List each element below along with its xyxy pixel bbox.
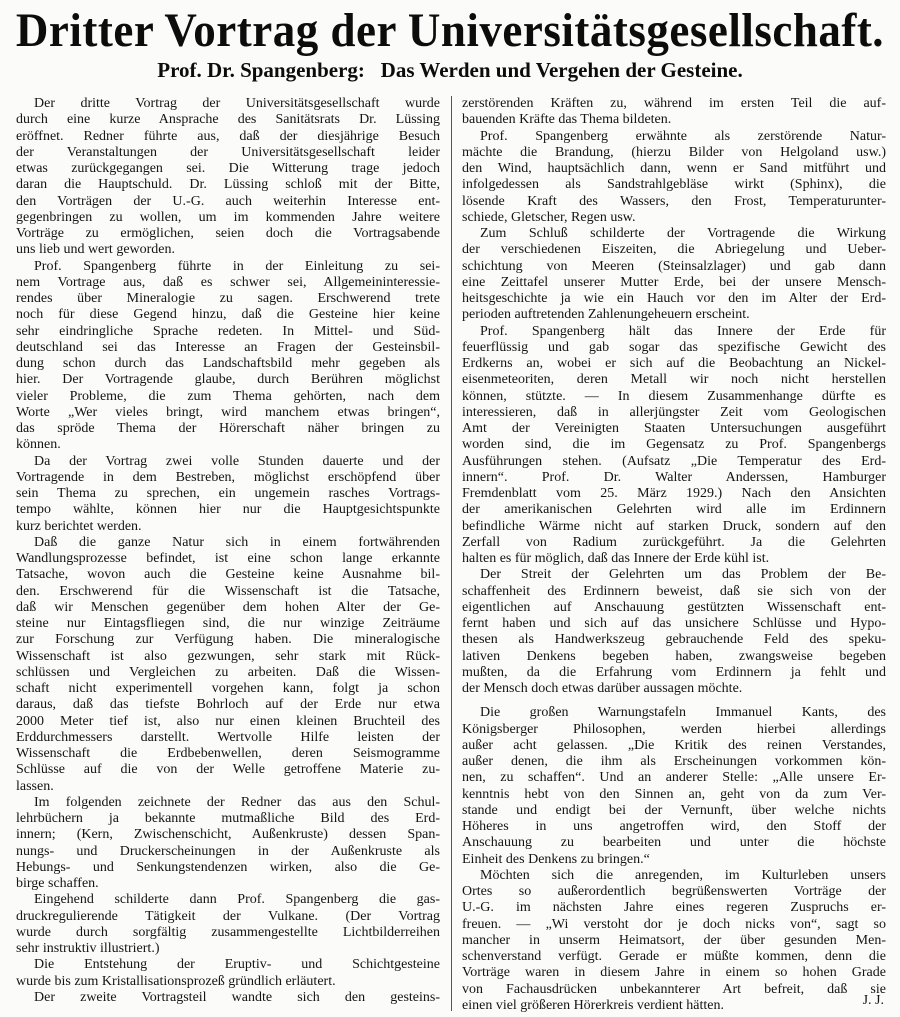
text-line: den. Erschwerend für die Wissenschaft ist die Tatsache,: [16, 583, 440, 599]
text-line: noch für diese Gegend hinzu, daß die Gesteine hier keine: [16, 307, 440, 323]
text-line: fernt haben und sich auf das unsichere Schlüsse und Hypo-: [462, 616, 886, 631]
text-line: eine Zeittafel unserer Mutter Erde, bei der unsere Mensch-: [462, 274, 886, 290]
article-title: Dritter Vortrag der Universitätsgesellschaft.: [15, 3, 885, 57]
text-line: den Wind, hauptsächlich dann, wenn er Sand mitführt und: [462, 161, 886, 176]
text-line: worden sind, die im Gegensatz zu Prof. Spangenbergs: [462, 437, 886, 453]
text-line: tempo wählte, können hier nur die Hauptgesichtspunkte: [16, 502, 440, 518]
text-line: Da der Vortrag zwei volle Stunden dauerte und der: [34, 453, 440, 469]
text-line: wurde durch sorgfältig zusammengestellte Lichtbilderreihen: [16, 924, 440, 940]
text-line: Königsberger Philosophen, werden hierbei allerdings: [462, 721, 886, 737]
article-paragraph: [462, 324, 886, 568]
text-line: etwas zurückgegangen sei. Die Witterung trage jedoch: [16, 161, 440, 176]
text-line: der Mensch doch etwas darüber aussagen möchte.: [462, 681, 743, 696]
text-line: den Vorträgen der U.-G. auch weiterhin Interesse ent-: [16, 193, 440, 209]
text-line: kurz berichtet werden.: [16, 518, 142, 534]
text-line: der verschiedenen Eiszeiten, die Abriegelung und Ueber-: [462, 242, 886, 258]
article-paragraph: [16, 535, 440, 795]
text-line: Die Entstehung der Eruptiv- und Schichtgesteine: [34, 957, 440, 973]
author-initials: J. J.: [862, 993, 884, 1008]
text-line: halten es für möglich, daß das Innere der Erde kühl ist.: [462, 551, 770, 566]
text-line: Zum Schluß schilderte der Vortragende die Wirkung: [480, 226, 886, 241]
text-line: das spröde Thema der Hörerschaft näher bringen zu: [16, 421, 440, 436]
text-line: Schlüsse auf die von der Welle getroffene Materie zu-: [16, 762, 440, 778]
text-line: lativen Denkens begeben haben, zwangsweise begeben: [462, 648, 886, 664]
text-line: thesen als Handwerkszeug gebrauchende Feld des speku-: [462, 632, 886, 648]
text-line: Prof. Spangenberg hält das Innere der Erde für: [480, 323, 886, 339]
text-line: einen viel größeren Hörerkreis verdient hätten.: [462, 997, 725, 1013]
text-line: schaft nicht experimentell vorgehen kann, folgt ja schon: [16, 681, 440, 696]
text-line: Erddurchmessers darstellt. Wertvolle Hilfe leisten der: [16, 729, 440, 745]
text-line: kenntnis hebt von den Sinnen an, geht von da zum Ver-: [462, 786, 886, 802]
text-line: durch eine kurze Ansprache des Sanitätsrats Dr. Lüssing: [16, 112, 440, 128]
text-line: innern“. Prof. Dr. Walter Anderssen, Hamburger: [462, 469, 886, 485]
text-line: lassen.: [16, 778, 54, 794]
text-line: Eingehend schilderte dann Prof. Spangenberg die gas-: [34, 892, 440, 908]
text-line: von Fachausdrücken unbekannterer Art befreit, daß sie: [462, 981, 886, 997]
text-line: schlüssen und Vergleichen zu arbeiten. Daß die Wissen-: [16, 664, 440, 680]
text-line: Vorträge zu ermöglichen, seien doch die Vortragsabende: [16, 226, 440, 241]
text-line: schenverstand verfügt. Gerade er müßte kommen, denn die: [462, 949, 886, 964]
text-line: interessieren, daß in allerjüngster Zeit vom Geologischen: [462, 404, 886, 420]
text-line: infolgedessen als Sandstrahlgebläse wirkt (Sphinx), die: [462, 177, 886, 193]
text-line: zur Forschung zur Verfügung haben. Die mineralogische: [16, 632, 440, 648]
text-line: Worte „Wer vieles bringt, wird manchem etwas bringen“,: [16, 404, 440, 420]
text-line: dung schon durch das Landschaftsbild mehr gegeben als: [16, 356, 440, 371]
text-line: vieler Probleme, die zum Thema gehörten, nach dem: [16, 388, 440, 404]
text-line: mancher in unserm Heimatsort, der über gesunden Men-: [462, 932, 886, 948]
article-paragraph: [462, 567, 886, 697]
text-line: außer denen, die ihm als Erscheinungen vorkommen kön-: [462, 754, 886, 769]
text-line: Die großen Warnungstafeln Immanuel Kants, des: [480, 705, 886, 721]
text-line: der Veranstaltungen der Universitätsgesellschaft leider: [16, 144, 440, 160]
text-line: daß wir Menschen gegenüber dem hohen Alter der Ge-: [16, 599, 440, 615]
article-paragraph: [462, 868, 886, 1014]
text-line: Der zweite Vortragsteil wandte sich den gesteins-: [34, 989, 440, 1005]
text-line: nem Vortrage aus, daß es schwer sei, Allgemeininteressie-: [16, 274, 440, 290]
text-line: können.: [16, 437, 61, 453]
text-line: außer acht gelassen. „Die Kritik des reinen Verstandes,: [462, 737, 886, 753]
text-line: Wandlungsprozesse befindet, ist eine schon lange erkannte: [16, 551, 440, 566]
text-line: mußten, da die Erfahrung vom Erdinnern ja fehlt und: [462, 664, 886, 680]
text-line: perioden auftretenden Zahlenungeheuern erscheint.: [462, 307, 750, 323]
text-line: Ortes so außerordentlich begrüßenswerten Vorträge der: [462, 884, 886, 899]
article-paragraph: [462, 96, 886, 129]
text-line: Prof. Spangenberg führte in der Einleitung zu sei-: [34, 258, 440, 274]
text-line: Amt der Vereinigten Staaten Untersuchungen ausgeführt: [462, 421, 886, 436]
text-line: nungs- und Druckerscheinungen in der Außenkruste als: [16, 843, 440, 859]
text-line: rendes über Mineralogie zu sagen. Erschwerend trete: [16, 291, 440, 306]
text-line: mächte die Brandung, (hierzu Bilder von Helgoland usw.): [462, 144, 886, 160]
text-line: eisenmeteoriten, deren Metall wir noch nicht herstellen: [462, 372, 886, 388]
text-line: Höheres in uns angetroffen wird, den Stoff der: [462, 819, 886, 834]
text-line: Fremdenblatt vom 25. März 1929.) Nach den Ansichten: [462, 486, 886, 501]
text-line: feuerflüssig und gab sogar das spezifische Gewicht des: [462, 339, 886, 355]
text-line: stande und endigt bei der Vernunft, über welche nichts: [462, 802, 886, 818]
text-line: der amerikanischen Gelehrten wird alle im Erdinnern: [462, 502, 886, 518]
article-paragraph: [16, 96, 440, 259]
article-paragraph: [462, 705, 886, 868]
text-line: Einheit des Denkens zu bringen.“: [462, 851, 650, 867]
text-line: Vorträge waren in diesem Jahre in einem so hohen Grade: [462, 965, 886, 981]
text-line: hier. Der Vortragende glaube, durch Berühren möglichst: [16, 372, 440, 388]
article-paragraph: [16, 957, 440, 990]
text-line: sein Thema zu sprechen, ein ungemein rasches Vortrags-: [16, 486, 440, 501]
text-line: freuen. — „Wi verstoht dor je doch nicks von“, sagt so: [462, 916, 886, 932]
text-line: können, stützte. — In diesem Zusammenhange dürfte es: [462, 388, 886, 404]
article-paragraph: [462, 226, 886, 324]
text-column-left: [16, 96, 440, 1006]
text-line: eigentlichen auf Anschauung gestützten Wissenschaft ent-: [462, 599, 886, 615]
text-line: Hebungs- und Senkungstendenzen wirken, also die Ge-: [16, 859, 440, 875]
text-line: daran die Hauptschuld. Dr. Lüssing schloß mit der Bitte,: [16, 177, 440, 193]
text-line: 2000 Meter tief ist, also nur einen kleinen Bruchteil des: [16, 713, 440, 729]
text-line: lehrbüchern ja bekannte mutmaßliche Bild des Erd-: [16, 811, 440, 826]
text-line: sehr eindringliche Sprache redeten. In Mittel- und Süd-: [16, 323, 440, 339]
text-line: Zerfall von Radium zurückgeführt. Ja die Gelehrten: [462, 534, 886, 550]
text-line: nen, zu schaffen“. Und an anderer Stelle: „Alle unsere Er-: [462, 770, 886, 786]
article-paragraph: [16, 259, 440, 454]
text-line: Tatsache, wovon auch die Gesteine keine Ausnahme bil-: [16, 567, 440, 583]
text-line: sehr instruktiv illustriert.): [16, 941, 160, 956]
text-line: U.-G. im nächsten Jahre eines regeren Zuspruchs er-: [462, 900, 886, 916]
text-line: Möchten sich die anregenden, im Kulturleben unsers: [480, 867, 886, 883]
text-line: wurde bis zum Kristallisationsprozeß gründlich erläutert.: [16, 973, 336, 989]
text-line: Erdkerns an, wobei er sich auf die Beobachtung an Nickel-: [462, 356, 886, 371]
text-line: befindliche Wärme nicht auf starken Druck, sondern auf den: [462, 518, 886, 534]
text-line: daraus, daß das tiefste Bohrloch auf der Erde nur etwa: [16, 697, 440, 713]
article-subtitle: Prof. Dr. Spangenberg: Das Werden und Vergehen der Gesteine.: [157, 58, 743, 82]
article-paragraph: [16, 454, 440, 535]
text-line: zerstörenden Kräften zu, während im ersten Teil die auf-: [462, 96, 886, 111]
text-line: Der Streit der Gelehrten um das Problem der Be-: [480, 567, 886, 583]
text-line: Wissenschaft die Erdbebenwellen, deren Seismogramme: [16, 746, 440, 761]
text-line: bauenden Kräfte das Thema bildeten.: [462, 112, 672, 128]
text-line: Im folgenden zeichnete der Redner das aus den Schul-: [34, 794, 440, 810]
text-line: schichtung von Meeren (Steinsalzlager) und gab dann: [462, 258, 886, 274]
text-line: druckregulierende Tätigkeit der Vulkane. (Der Vortrag: [16, 908, 440, 924]
article-paragraph: [462, 129, 886, 227]
text-line: uns lieb und wert geworden.: [16, 242, 176, 258]
text-line: eröffnet. Redner führte aus, daß der diesjährige Besuch: [16, 128, 440, 144]
text-line: birge schaffen.: [16, 876, 99, 891]
text-line: steine nur Eintagsfliegen sind, die nur winzige Zeiträume: [16, 616, 440, 631]
text-line: Wissenschaft ist also gezwungen, sehr stark mit Rück-: [16, 648, 440, 664]
text-line: innern; (Kern, Zwischenschicht, Außenkruste) dessen Span-: [16, 827, 440, 843]
text-line: lösende Kraft des Wassers, den Frost, Temperaturunter-: [462, 193, 886, 209]
text-line: heitsgeschichte ja wie ein Hauch vor den im Alter der Erd-: [462, 291, 886, 306]
article-paragraph: [16, 990, 440, 1006]
text-line: gegenbringen zu wollen, um im kommenden Jahre weitere: [16, 209, 440, 225]
text-line: Der dritte Vortrag der Universitätsgesellschaft wurde: [34, 96, 440, 111]
text-line: Prof. Spangenberg erwähnte als zerstörende Natur-: [480, 128, 886, 144]
text-line: Anschauung zu bearbeiten und unter die höchste: [462, 835, 886, 851]
text-line: Ausführungen stehen. (Aufsatz „Die Temperatur des Erd-: [462, 453, 886, 469]
text-line: deutschland sei das Interesse an Fragen der Gesteinsbil-: [16, 339, 440, 355]
article-paragraph: [16, 795, 440, 893]
text-line: schaffenheit des Erdinnern beweist, daß sie sich von der: [462, 583, 886, 599]
column-divider: [451, 96, 452, 1011]
text-line: Daß die ganze Natur sich in einem fortwährenden: [34, 534, 440, 550]
article-paragraph: [16, 892, 440, 957]
text-line: schiede, Gletscher, Regen usw.: [462, 209, 636, 225]
text-line: Vortragende in dem Bestreben, möglichst erschöpfend über: [16, 469, 440, 485]
text-column-right: [462, 96, 886, 1014]
